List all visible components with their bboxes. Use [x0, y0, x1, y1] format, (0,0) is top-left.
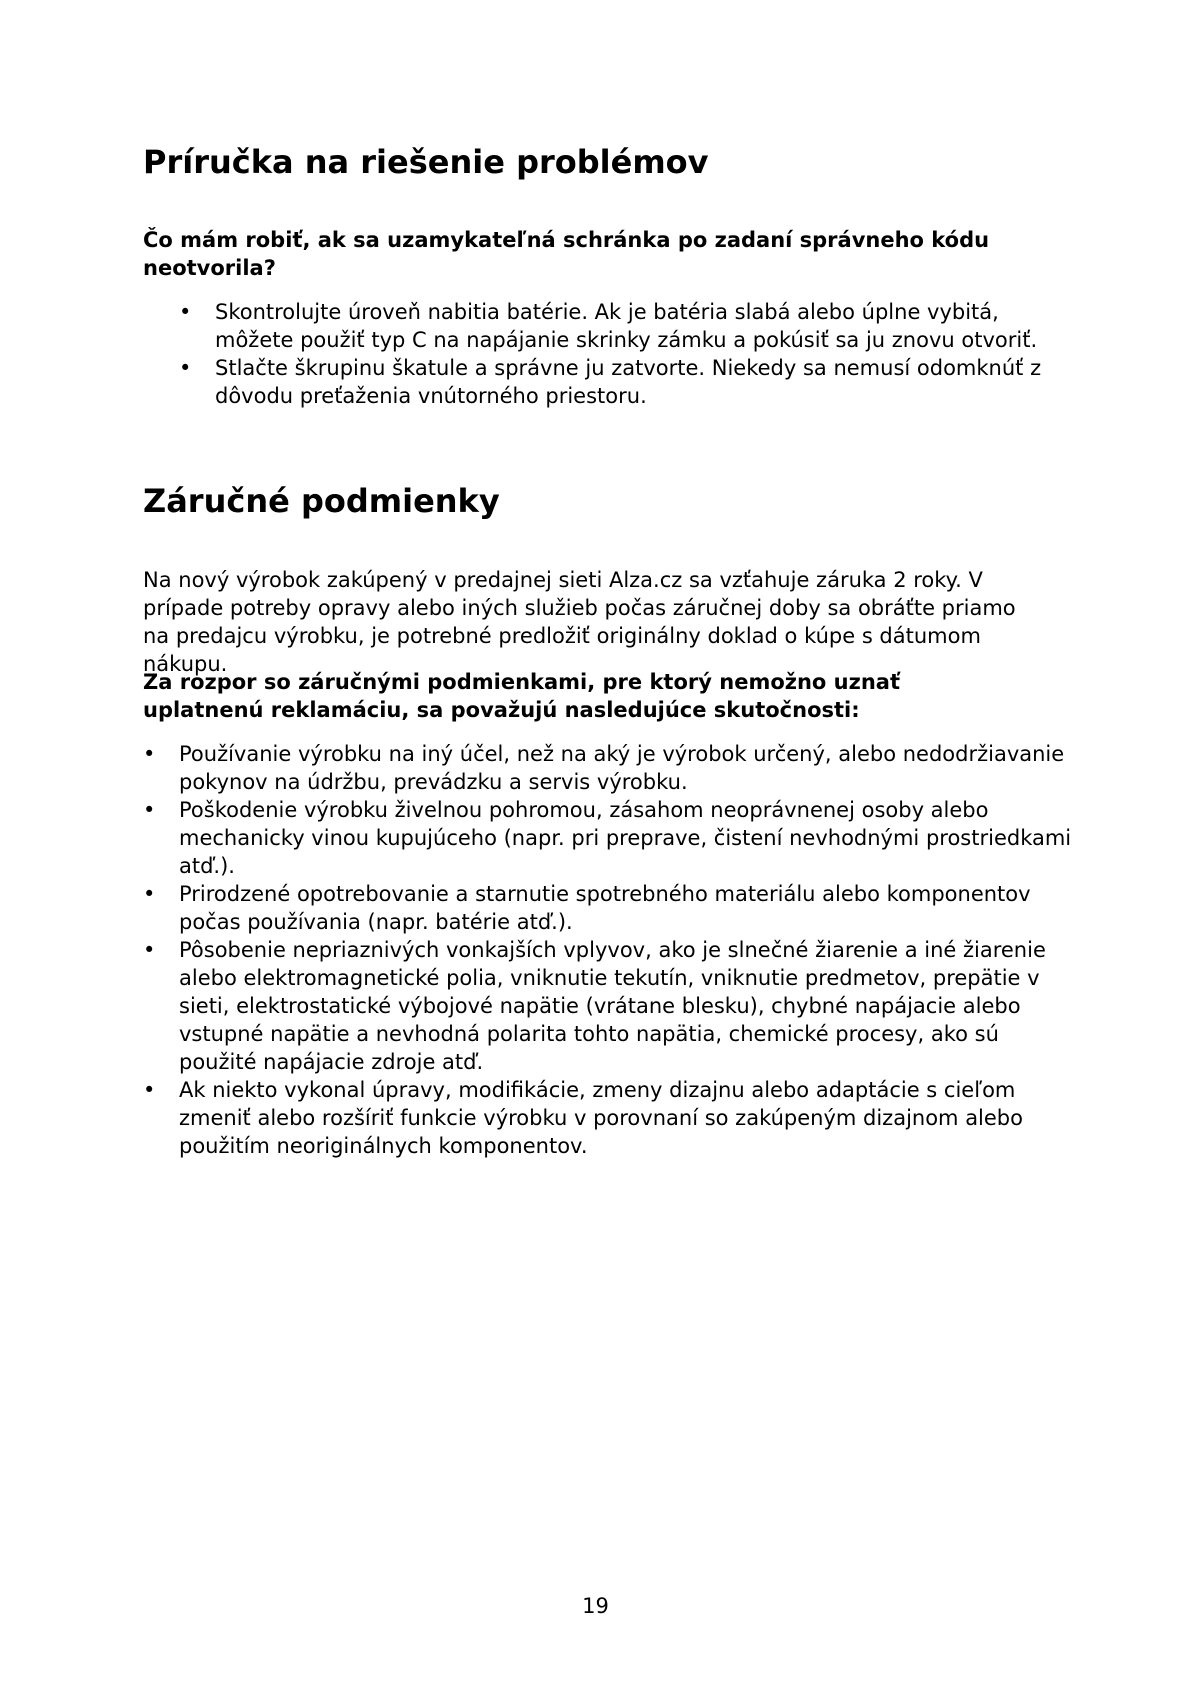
bullet-icon: • [143, 938, 156, 962]
bullet-icon: • [143, 1078, 156, 1102]
troubleshooting-title: Príručka na riešenie problémov [143, 143, 709, 181]
list-item [143, 740, 1073, 796]
list-item-text: Prirodzené opotrebovanie a starnutie spotrebného materiálu alebo komponentov počas používania (napr. batérie atď.). [179, 882, 1031, 934]
warranty-list-block [143, 740, 1072, 1160]
bullet-icon: • [179, 300, 192, 324]
list-item [143, 354, 1063, 410]
troubleshooting-list-block [143, 298, 1063, 410]
list-item-text: Stlačte škrupinu škatule a správne ju zatvorte. Niekedy sa nemusí odomknúť z dôvodu preťaženia vnútorného priestoru. [215, 356, 1042, 408]
list-item [143, 298, 1063, 354]
warranty-title: Záručné podmienky [143, 482, 500, 520]
warranty-subheading-block [143, 668, 1013, 724]
warranty-intro: Na nový výrobok zakúpený v predajnej sieti Alza.cz sa vzťahuje záruka 2 roky. V prípade potreby opravy alebo iných služieb počas záručnej doby sa obráťte priamo na predajcu výrobku, je potrebné predložiť originálny doklad o kúpe s dátumom nákupu. [143, 568, 1016, 676]
bullet-icon: • [179, 356, 192, 380]
troubleshooting-section [143, 142, 1063, 182]
page-number: 19 [582, 1594, 609, 1618]
list-item-text: Ak niekto vykonal úpravy, modifikácie, zmeny dizajnu alebo adaptácie s cieľom zmeniť alebo rozšíriť funkcie výrobku v porovnaní so zakúpeným dizajnom alebo použitím neoriginálnych komponentov. [179, 1078, 1023, 1158]
list-item-text: Pôsobenie nepriaznivých vonkajších vplyvov, ako je slnečné žiarenie a iné žiarenie alebo elektromagnetické polia, vniknutie tekutín, vniknutie predmetov, prepätie v sieti, elektrostatické výbojové napätie (vrátane blesku), chybné napájacie alebo vstupné napätie a nevhodná polarita tohto napätia, chemické procesy, ako sú použité napájacie zdroje atď. [179, 938, 1046, 1074]
list-item-text: Poškodenie výrobku živelnou pohromou, zásahom neoprávnenej osoby alebo mechanicky vinou kupujúceho (napr. pri preprave, čistení nevhodnými prostriedkami atď.). [179, 798, 1072, 878]
bullet-icon: • [143, 882, 156, 906]
list-item-text: Skontrolujte úroveň nabitia batérie. Ak je batéria slabá alebo úplne vybitá, môžete použiť typ C na napájanie skrinky zámku a pokúsiť sa ju znovu otvoriť. [215, 300, 1038, 352]
list-item-text: Používanie výrobku na iný účel, než na aký je výrobok určený, alebo nedodržiavanie pokynov na údržbu, prevádzku a servis výrobku. [179, 742, 1065, 794]
warranty-intro-block [143, 566, 1043, 678]
troubleshooting-question-block [143, 226, 1003, 282]
warranty-list [143, 740, 1073, 1160]
warranty-subheading: Za rozpor so záručnými podmienkami, pre ktorý nemožno uznať uplatnenú reklamáciu, sa považujú nasledujúce skutočnosti: [143, 670, 901, 722]
troubleshooting-list [143, 298, 1063, 410]
list-item [143, 1076, 1073, 1160]
list-item [143, 880, 1073, 936]
list-item [143, 796, 1073, 880]
bullet-icon: • [143, 798, 156, 822]
troubleshooting-question: Čo mám robiť, ak sa uzamykateľná schránka po zadaní správneho kódu neotvorila? [143, 228, 990, 280]
bullet-icon: • [143, 742, 156, 766]
warranty-section [143, 481, 1063, 521]
list-item [143, 936, 1073, 1076]
